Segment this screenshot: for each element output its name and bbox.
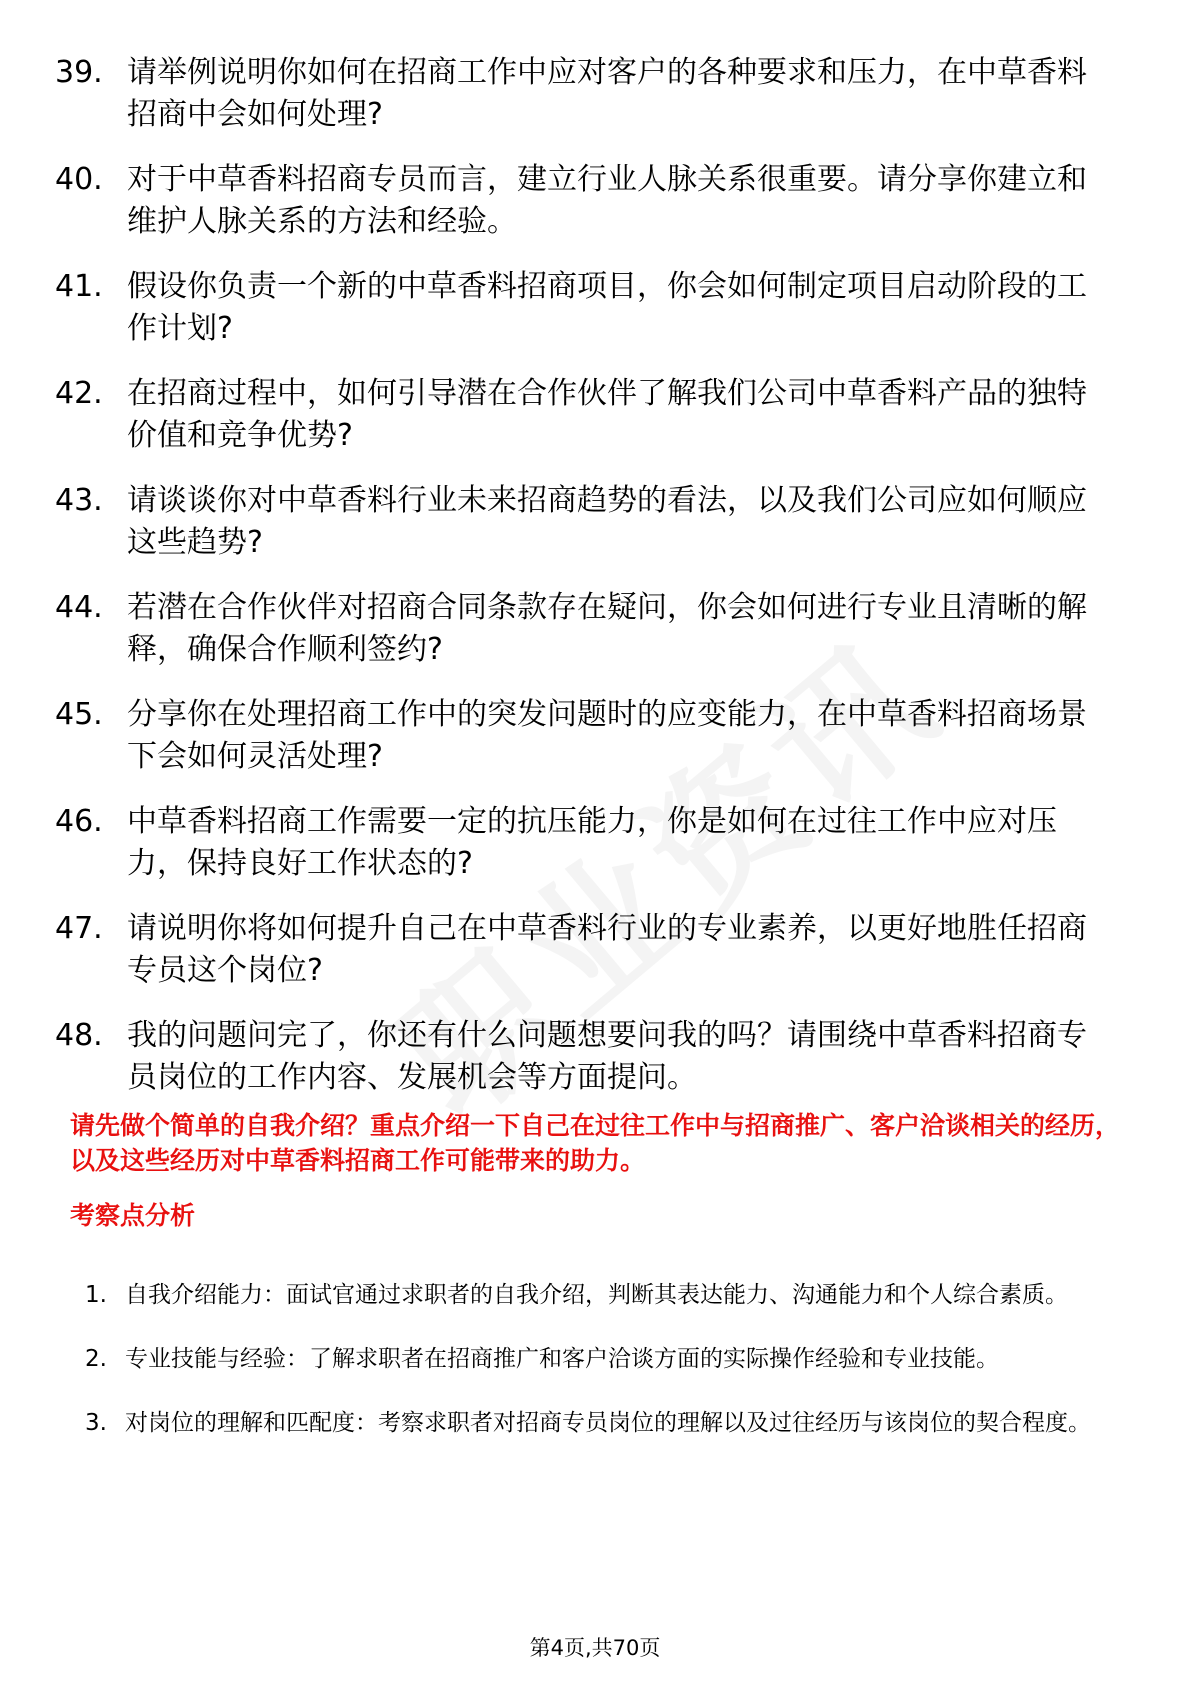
question-item: [55, 159, 1115, 243]
question-number: 42.: [55, 376, 103, 411]
analysis-number: 2.: [85, 1346, 107, 1372]
question-text: 请举例说明你如何在招商工作中应对客户的各种要求和压力，在中草香料招商中会如何处理?: [127, 55, 1087, 132]
analysis-text: 专业技能与经验：了解求职者在招商推广和客户洽谈方面的实际操作经验和专业技能。: [125, 1346, 999, 1372]
question-text: 我的问题问完了，你还有什么问题想要问我的吗？请围绕中草香料招商专员岗位的工作内容、发展机会等方面提问。: [127, 1018, 1087, 1095]
question-number: 40.: [55, 162, 103, 197]
question-text: 请说明你将如何提升自己在中草香料行业的专业素养，以更好地胜任招商专员这个岗位?: [127, 911, 1087, 988]
question-item: [55, 480, 1115, 564]
analysis-number: 3.: [85, 1410, 107, 1436]
analysis-list: [85, 1266, 1120, 1458]
question-item: [55, 587, 1115, 671]
question-text: 假设你负责一个新的中草香料招商项目，你会如何制定项目启动阶段的工作计划?: [127, 269, 1087, 346]
analysis-text: 自我介绍能力：面试官通过求职者的自我介绍，判断其表达能力、沟通能力和个人综合素质。: [125, 1282, 1068, 1308]
question-text: 请谈谈你对中草香料行业未来招商趋势的看法，以及我们公司应如何顺应这些趋势?: [127, 483, 1087, 560]
question-number: 39.: [55, 55, 103, 90]
question-text: 对于中草香料招商专员而言，建立行业人脉关系很重要。请分享你建立和维护人脉关系的方法和经验。: [127, 162, 1087, 239]
analysis-item: [85, 1330, 1120, 1388]
question-list: [55, 52, 1115, 1122]
question-number: 43.: [55, 483, 103, 518]
analysis-item: [85, 1394, 1120, 1452]
question-item: [55, 694, 1115, 778]
question-number: 41.: [55, 269, 103, 304]
question-item: [55, 801, 1115, 885]
question-item: [55, 1015, 1115, 1099]
analysis-item: [85, 1266, 1120, 1324]
page-footer: 第4页,共70页: [529, 1636, 661, 1660]
question-number: 45.: [55, 697, 103, 732]
question-number: 46.: [55, 804, 103, 839]
analysis-heading: 考察点分析: [70, 1201, 196, 1230]
highlighted-question: 请先做个简单的自我介绍？重点介绍一下自己在过往工作中与招商推广、客户洽谈相关的经历，以及这些经历对中草香料招商工作可能带来的助力。: [70, 1111, 1121, 1175]
analysis-text: 对岗位的理解和匹配度：考察求职者对招商专员岗位的理解以及过往经历与该岗位的契合程度。: [125, 1410, 1091, 1436]
question-item: [55, 266, 1115, 350]
question-text: 分享你在处理招商工作中的突发问题时的应变能力，在中草香料招商场景下会如何灵活处理?: [127, 697, 1087, 774]
question-item: [55, 52, 1115, 136]
question-text: 在招商过程中，如何引导潜在合作伙伴了解我们公司中草香料产品的独特价值和竞争优势?: [127, 376, 1087, 453]
question-item: [55, 373, 1115, 457]
question-number: 47.: [55, 911, 103, 946]
question-number: 44.: [55, 590, 103, 625]
analysis-number: 1.: [85, 1282, 107, 1308]
question-item: [55, 908, 1115, 992]
question-number: 48.: [55, 1018, 103, 1053]
question-text: 中草香料招商工作需要一定的抗压能力，你是如何在过往工作中应对压力，保持良好工作状态的?: [127, 804, 1057, 881]
question-text: 若潜在合作伙伴对招商合同条款存在疑问，你会如何进行专业且清晰的解释，确保合作顺利签约?: [127, 590, 1087, 667]
